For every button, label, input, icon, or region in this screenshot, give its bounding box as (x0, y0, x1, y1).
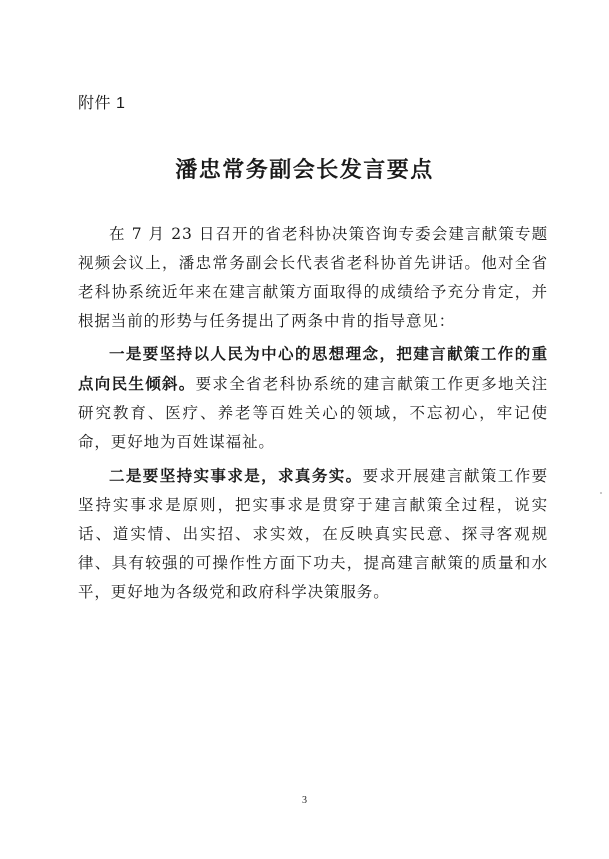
attachment-label: 附件 1 (78, 95, 126, 112)
paragraph-intro-text: 在 7 月 23 日召开的省老科协决策咨询专委会建言献策专题视频会议上，潘忠常务副会长代表省老科协首先讲话。他对全省老科协系统近年来在建言献策方面取得的成绩给予充分肯定，并根据当前的形势与任务提出了两条中肯的指导意见： (78, 225, 548, 330)
scan-speck (600, 492, 602, 494)
point-two-text: 要求开展建言献策工作要坚持实事求是原则，把实事求是贯穿于建言献策全过程，说实话、道实情、出实招、求实效，在反映真实民意、探寻客观规律、具有较强的可操作性方面下功夫，提高建言献策的质量和水平，更好地为各级党和政府科学决策服务。 (78, 467, 548, 601)
point-one-heading: 一是要坚持以人民为中心的思想理念，把建言献策工作的重点向民生倾斜。 (78, 344, 548, 393)
point-two-heading: 二是要坚持实事求是，求真务实。 (109, 466, 363, 485)
paragraph-point-one (78, 339, 548, 457)
paragraph-point-two (78, 461, 548, 607)
document-title: 潘忠常务副会长发言要点 (175, 158, 434, 183)
paragraph-intro (78, 220, 548, 336)
document-body (78, 220, 548, 607)
point-one-text: 要求全省老科协系统的建言献策工作更多地关注研究教育、医疗、养老等百姓关心的领域，不忘初心，牢记使命，更好地为百姓谋福祉。 (78, 375, 548, 451)
page-number: 3 (302, 795, 307, 806)
